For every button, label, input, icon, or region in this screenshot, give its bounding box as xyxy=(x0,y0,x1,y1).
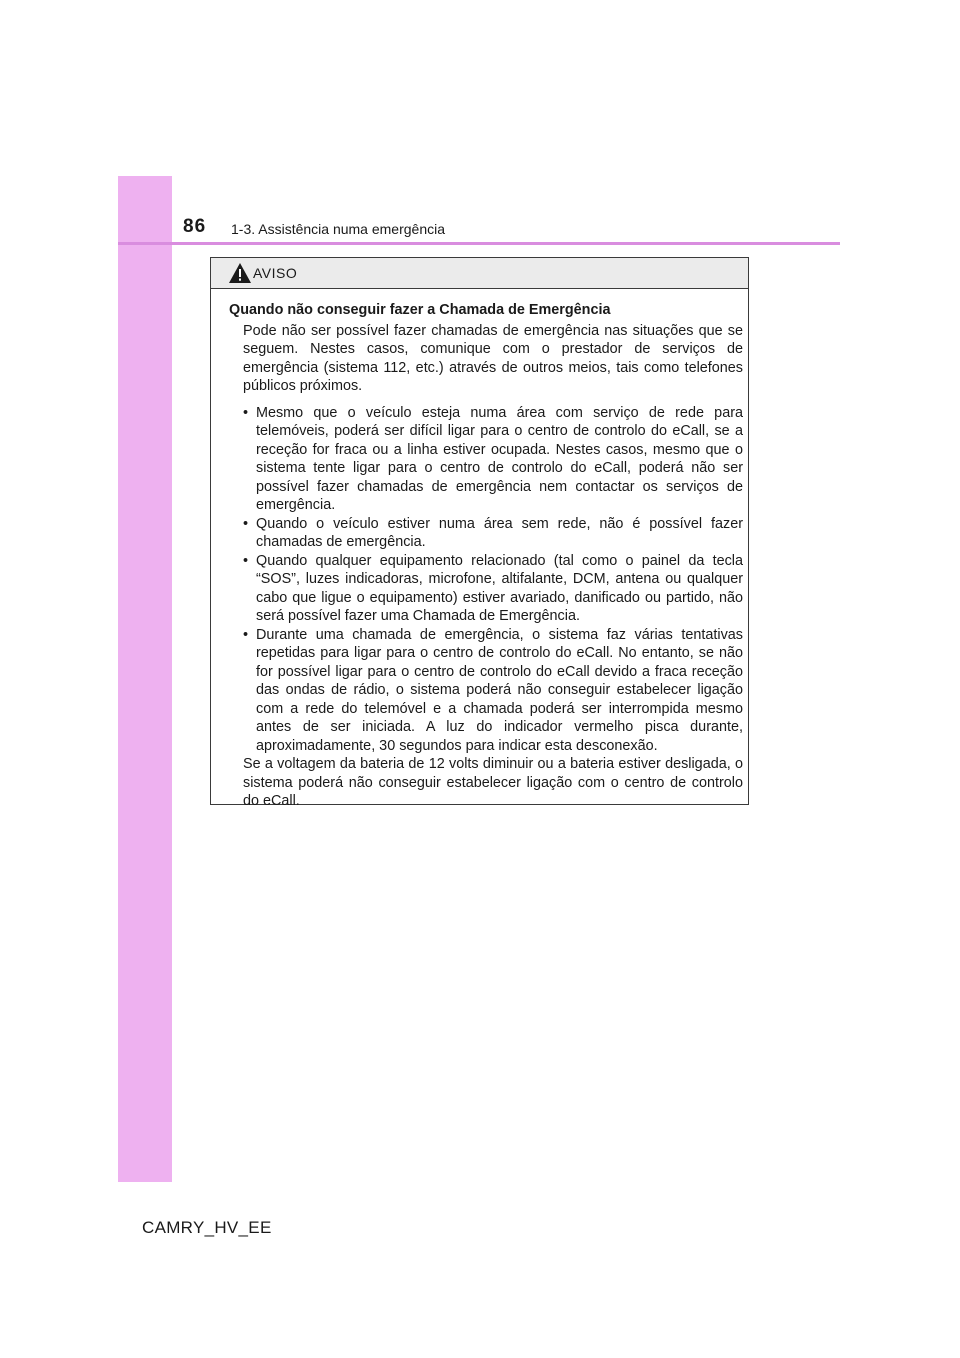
bullet-icon: • xyxy=(243,404,249,421)
warning-triangle-icon xyxy=(228,262,252,284)
document-code: CAMRY_HV_EE xyxy=(142,1218,272,1237)
list-item xyxy=(229,626,743,756)
bullet-text: Quando qualquer equipamento relacionado (tal como o painel da tecla “SOS”, luzes indicadoras, microfone, altifalante, DCM, antena ou qualquer cabo que ligue o equipamento) estiver avariado, danificado ou partido, não será possível fazer uma Chamada de Emergência. xyxy=(256,552,743,624)
bullet-text: Quando o veículo estiver numa área sem rede, não é possível fazer chamadas de emergência. xyxy=(256,515,743,550)
list-item xyxy=(229,404,743,515)
bullet-text: Mesmo que o veículo esteja numa área com serviço de rede para telemóveis, poderá ser difícil ligar para o centro de controlo do eCall, se a receção for fraca ou a linha estiver ocupada. Nestes casos, mesmo que o sistema tente ligar para o centro de controlo do eCall, poderá não ser possível fazer chamadas de emergência nem contactar os serviços de emergência. xyxy=(256,404,743,513)
warning-closing: Se a voltagem da bateria de 12 volts diminuir ou a bateria estiver desligada, o sistema poderá não conseguir estabelecer ligação com o centro de controlo do eCall. xyxy=(243,756,743,809)
bullet-icon: • xyxy=(243,626,249,643)
list-item xyxy=(229,515,743,552)
warning-body xyxy=(229,301,743,811)
page-number: 86 xyxy=(183,216,207,237)
bullet-icon: • xyxy=(243,552,249,569)
bullet-text: Durante uma chamada de emergência, o sistema faz várias tentativas repetidas para ligar para o centro de controlo do eCall. No entanto, se não for possível ligar para o centro de controlo do eCall devido a fraca receção das ondas de rádio, o sistema poderá não conseguir estabelecer ligação com a rede do telemóvel e a chamada poderá ser interrompida mesmo antes de ser iniciada. A luz do indicador vermelho pisca durante, aproximadamente, 30 segundos para indicar esta desconexão. xyxy=(256,626,743,754)
section-title: 1-3. Assistência numa emergência xyxy=(231,221,445,237)
chapter-side-tab xyxy=(118,176,172,1182)
warning-intro: Pode não ser possível fazer chamadas de emergência nas situações que se seguem. Nestes casos, comunique com o prestador de serviços de emergência (sistema 112, etc.) através de outros meios, tais como telefones públicos próximos. xyxy=(243,322,743,394)
warning-title: Quando não conseguir fazer a Chamada de Emergência xyxy=(229,302,611,318)
warning-header xyxy=(211,258,748,289)
list-item xyxy=(229,552,743,626)
warning-bullet-list xyxy=(229,404,743,756)
warning-box xyxy=(210,257,749,809)
bullet-icon: • xyxy=(243,515,249,532)
warning-label: AVISO xyxy=(253,265,298,281)
header-rule xyxy=(118,242,840,245)
